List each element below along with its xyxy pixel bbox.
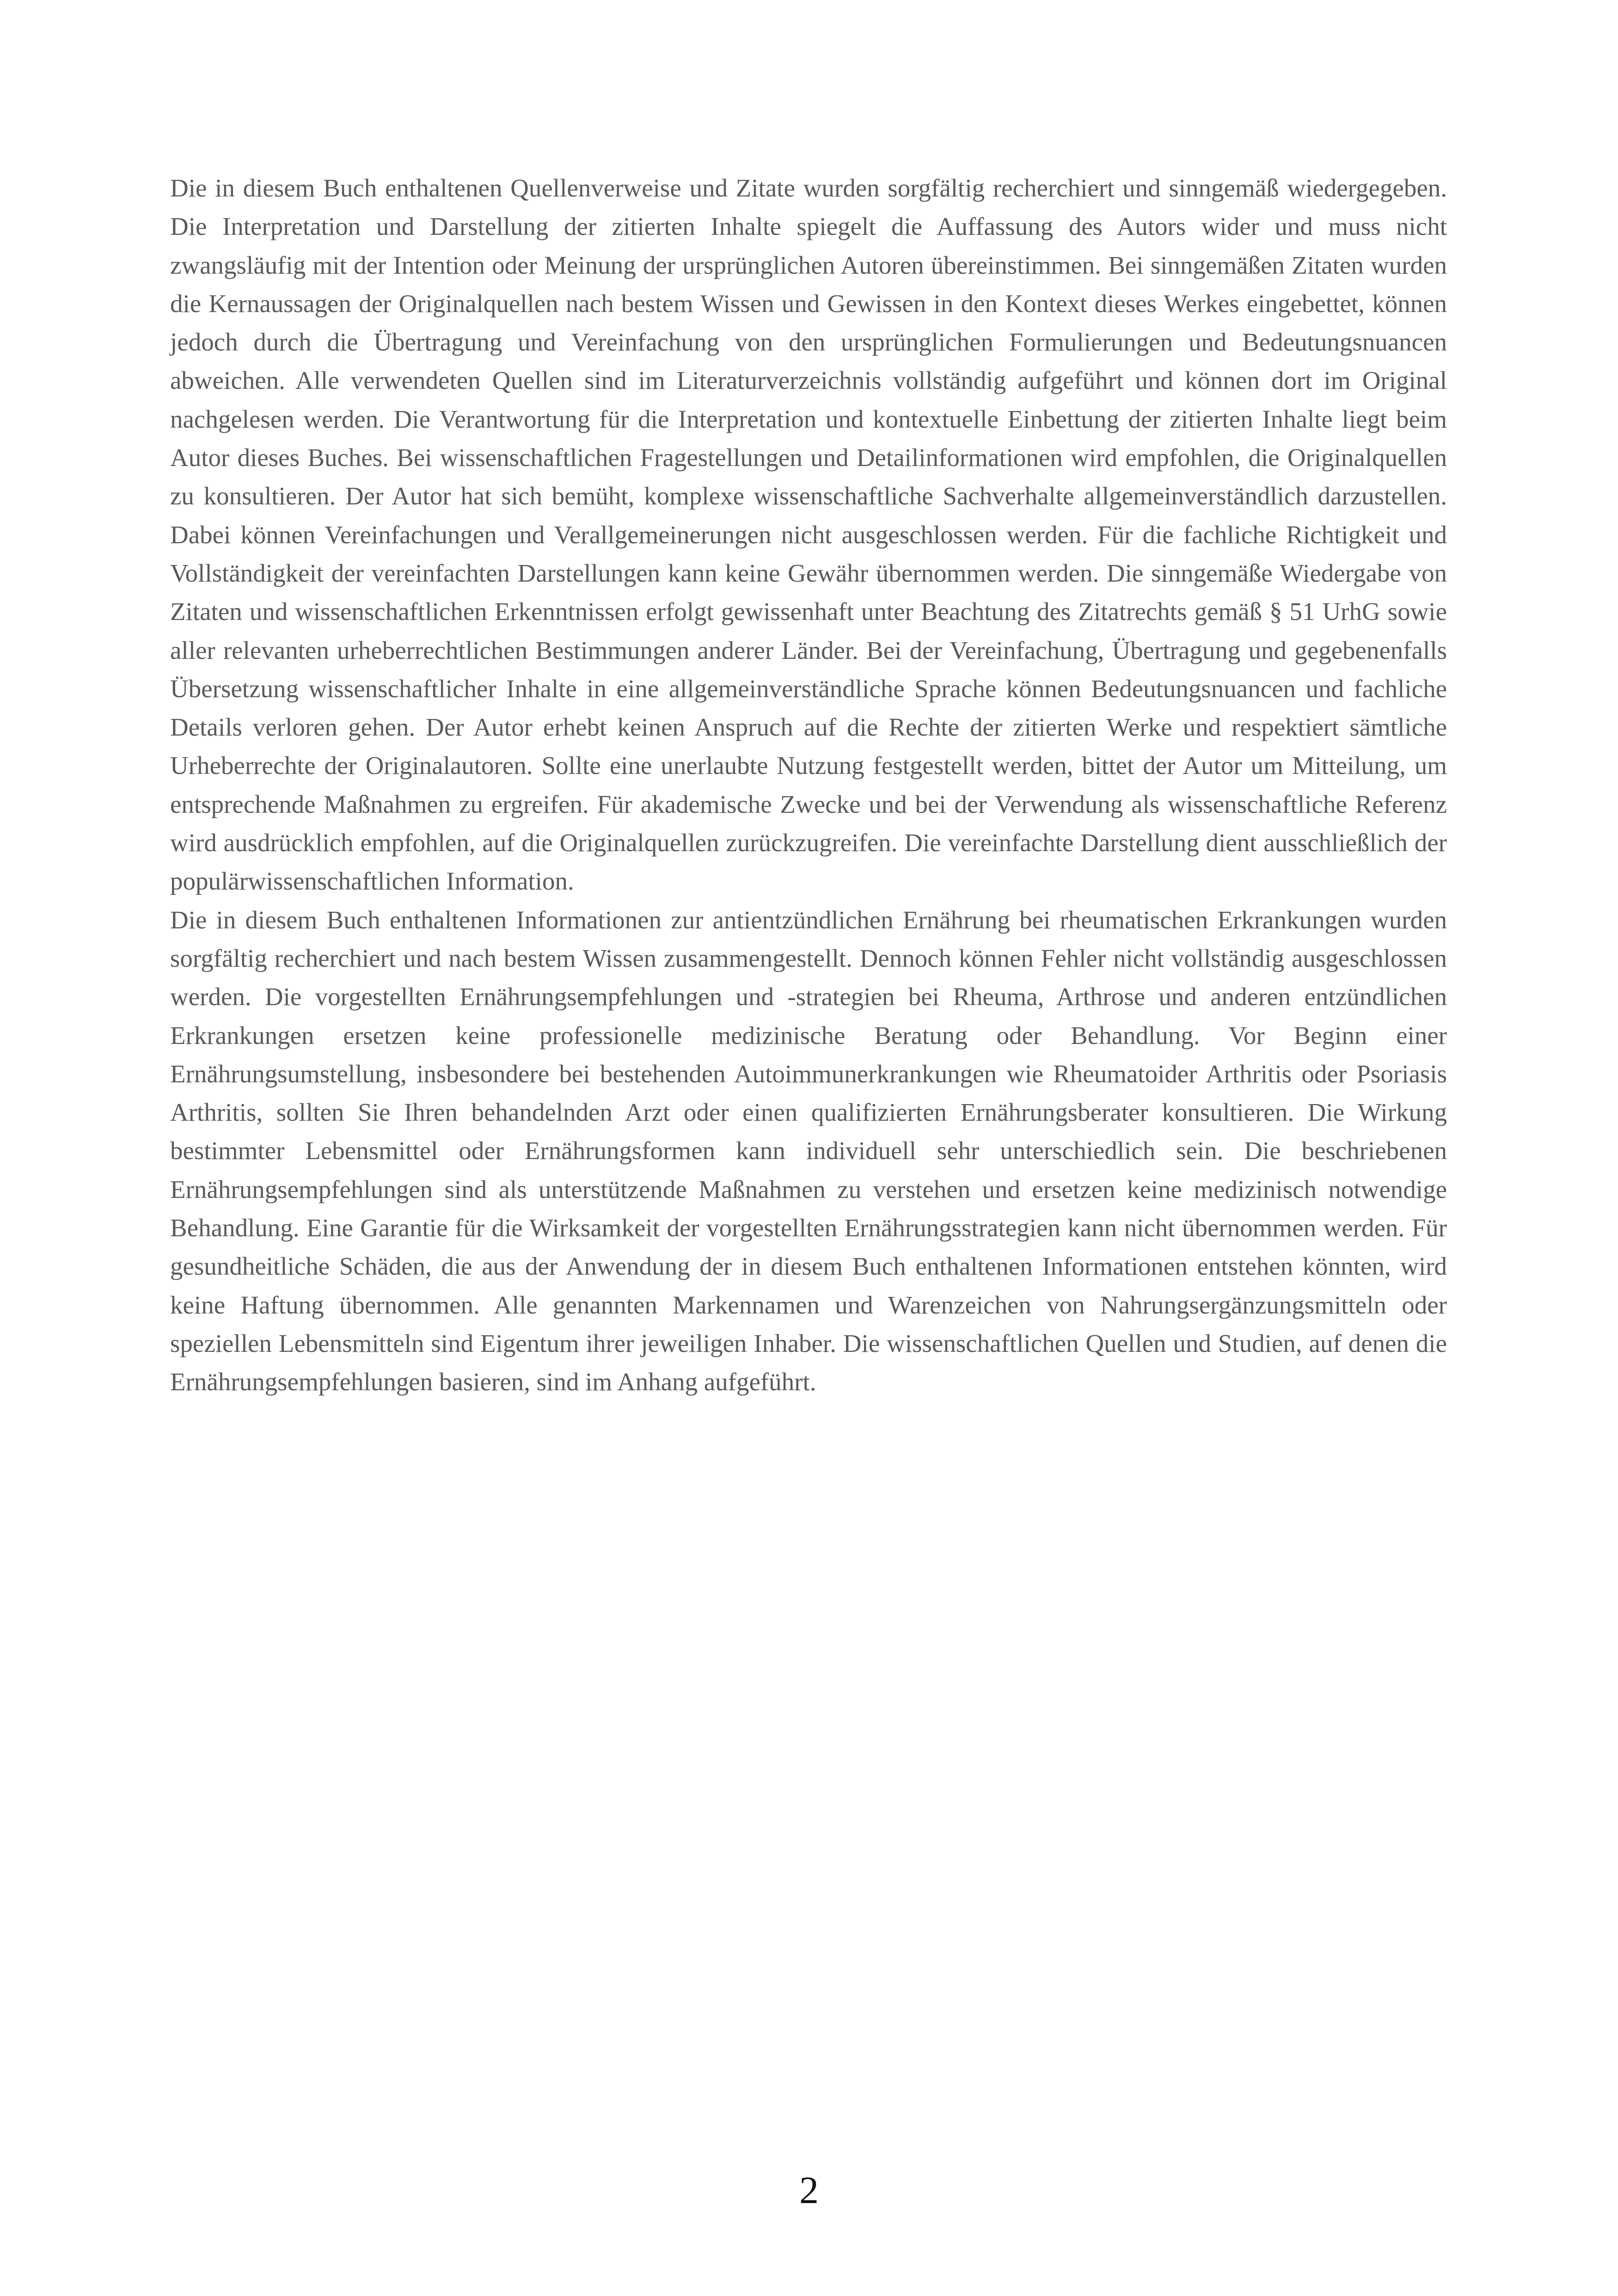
paragraph-citation-disclaimer: Die in diesem Buch enthaltenen Quellenverweise und Zitate wurden sorgfältig recherchiert und sinngemäß wiedergegeben. Die Interpretation und Darstellung der zitierten Inhalte spiegelt die Auffassung des Autors wider und muss nicht zwangsläufig mit der Intention oder Meinung der ursprünglichen Autoren übereinstimmen. Bei sinngemäßen Zitaten wurden die Kernaussagen der Originalquellen nach bestem Wissen und Gewissen in den Kontext dieses Werkes eingebettet, können jedoch durch die Übertragung und Vereinfachung von den ursprünglichen Formulierungen und Bedeutungsnuancen abweichen. Alle verwendeten Quellen sind im Literaturverzeichnis vollständig aufgeführt und können dort im Original nachgelesen werden. Die Verantwortung für die Interpretation und kontextuelle Einbettung der zitierten Inhalte liegt beim Autor dieses Buches. Bei wissenschaftlichen Fragestellungen und Detailinformationen wird empfohlen, die Originalquellen zu konsultieren. Der Autor hat sich bemüht, komplexe wissenschaftliche Sachverhalte allgemeinverständlich darzustellen. Dabei können Vereinfachungen und Verallgemeinerungen nicht ausgeschlossen werden. Für die fachliche Richtigkeit und Vollständigkeit der vereinfachten Darstellungen kann keine Gewähr übernommen werden. Die sinngemäße Wiedergabe von Zitaten und wissenschaftlichen Erkenntnissen erfolgt gewissenhaft unter Beachtung des Zitatrechts gemäß § 51 UrhG sowie aller relevanten urheberrechtlichen Bestimmungen anderer Länder. Bei der Vereinfachung, Übertragung und gegebenenfalls Übersetzung wissenschaftlicher Inhalte in eine allgemeinverständliche Sprache können Bedeutungsnuancen und fachliche Details verloren gehen. Der Autor erhebt keinen Anspruch auf die Rechte der zitierten Werke und respektiert sämtliche Urheberrechte der Originalautoren. Sollte eine unerlaubte Nutzung festgestellt werden, bittet der Autor um Mitteilung, um entsprechende Maßnahmen zu ergreifen. Für akademische Zwecke und bei der Verwendung als wissenschaftliche Referenz wird ausdrücklich empfohlen, auf die Originalquellen zurückzugreifen. Die vereinfachte Darstellung dient ausschließlich der populärwissenschaftlichen Information. [170,174,1447,896]
body-text [170,169,1447,1401]
paragraph-nutrition-disclaimer: Die in diesem Buch enthaltenen Informationen zur antientzündlichen Ernährung bei rheumatischen Erkrankungen wurden sorgfältig recherchiert und nach bestem Wissen zusammengestellt. Dennoch können Fehler nicht vollständig ausgeschlossen werden. Die vorgestellten Ernährungsempfehlungen und -strategien bei Rheuma, Arthrose und anderen entzündlichen Erkrankungen ersetzen keine professionelle medizinische Beratung oder Behandlung. Vor Beginn einer Ernährungsumstellung, insbesondere bei bestehenden Autoimmunerkrankungen wie Rheumatoider Arthritis oder Psoriasis Arthritis, sollten Sie Ihren behandelnden Arzt oder einen qualifizierten Ernährungsberater konsultieren. Die Wirkung bestimmter Lebensmittel oder Ernährungsformen kann individuell sehr unterschiedlich sein. Die beschriebenen Ernährungsempfehlungen sind als unterstützende Maßnahmen zu verstehen und ersetzen keine medizinisch notwendige Behandlung. Eine Garantie für die Wirksamkeit der vorgestellten Ernährungsstrategien kann nicht übernommen werden. Für gesundheitliche Schäden, die aus der Anwendung der in diesem Buch enthaltenen Informationen entstehen könnten, wird keine Haftung übernommen. Alle genannten Markennamen und Warenzeichen von Nahrungsergänzungsmitteln oder speziellen Lebensmitteln sind Eigentum ihrer jeweiligen Inhaber. Die wissenschaftlichen Quellen und Studien, auf denen die Ernährungsempfehlungen basieren, sind im Anhang aufgeführt. [170,905,1447,1396]
page-number: 2 [799,2169,819,2212]
